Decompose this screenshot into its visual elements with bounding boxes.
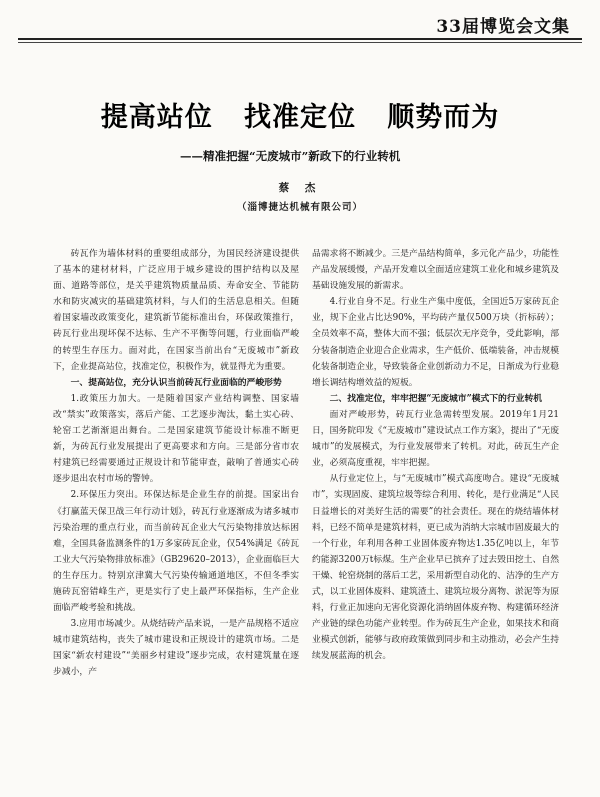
paragraph-market-continued: 品需求将不断减少。三是产品结构简单，多元化产品少，功能性产品发展缓慢，产品开发难以全面适应建筑工业化和城乡建筑及基础设施发展的新需求。 [312,249,559,292]
section-heading-1: 一、提高站位，充分认识当前砖瓦行业面临的严峻形势 [70,377,282,388]
section-heading-2: 二、找准定位，牢牢把握“无废城市”模式下的行业转机 [329,393,543,404]
paragraph-industry-shortcomings: 4.行业自身不足。行业生产集中度低，全国近5万家砖瓦企业，规下企业占比达90%，平均砖产量仅500万块（折标砖）；全员效率不高，整体大而不强；低层次无序竞争，受此影响，部分装备制造企业迎合企业需求，生产低价、低端装备，冲击规模化装备制造企业，导致装备企业创新动力不足，日渐成为行业稳增长调结构增效益的短板。 [312,297,559,388]
right-column [312,246,559,664]
header-rule-thick [18,38,582,40]
paragraph-market-decrease: 3.应用市场减少。从烧结砖产品来说，一是产品规格不适应城市建筑结构，丧失了城市建设和正规设计的建筑市场。二是国家“新农村建设”“美丽乡村建设”逐步完成，农村建筑量在逐步减小，产 [53,619,299,678]
article-title: 提高站位 找准定位 顺势而为 [100,102,500,133]
paragraph-opportunity: 面对严峻形势，砖瓦行业急需转型发展。2019年1月21日，国务院印发《“无废城市”建设试点工作方案》，提出了“无废城市”的发展模式，为行业发展带来了转机。对此，砖瓦生产企业，必须高度重视，牢牢把握。 [312,409,559,469]
left-column [53,246,299,681]
header-rule-thin [18,42,582,43]
paragraph-environment-pressure: 2.环保压力突出。环保达标是企业生存的前提。国家出台《打赢蓝天保卫战三年行动计划》，砖瓦行业逐渐成为诸多城市污染治理的重点行业，而当前砖瓦企业大气污染物排放达标困难，全国具备监测条件的1万多家砖瓦企业，仅54%满足《砖瓦工业大气污染物排放标准》（GB29620–2013），企业面临巨大的生存压力。特别京津冀大气污染传输通道地区，不但冬季实施砖瓦窑错峰生产，更是实行了史上最严环保指标，生产企业面临严峻考验和挑战。 [53,490,299,614]
author-name: 蔡 杰 [278,182,322,194]
publication-header: 33届博览会文集 [436,17,570,37]
article-subtitle: ——精准把握“无废城市”新政下的行业转机 [180,149,401,163]
paragraph-intro: 砖瓦作为墙体材料的重要组成部分，为国民经济建设提供了基本的建材材料，广泛应用于城乡建设的围护结构以及屋面、道路等部位，是关乎建筑物质量品质、寿命安全、节能防水和防灾减灾的基础建筑材料，与人们的生活息息相关。但随着国家墙改政策变化，建筑新节能标准出台，环保政策推行，砖瓦行业出现坏保不达标、生产不平衡等问题，行业面临严峻的转型生存压力。面对此，在国家当前出台“无废城市”新政下，企业提高站位，找准定位，积极作为，就显得尤为重要。 [53,249,299,372]
paragraph-positioning: 从行业定位上，与“无废城市”模式高度吻合。建设“无废城市”，实现固废、建筑垃圾等综合利用、转化，是行业满足“人民日益增长的对美好生活的需要”的社会责任。现在的烧结墙体材料，已经不简单是建筑材料，更已成为消纳大宗城市固废最大的一个行业，年利用各种工业固体废弃物达1.35亿吨以上，年节约能源3200万t标煤。生产企业早已摈弃了过去毁田挖土、自然干燥、轮窑烧制的落后工艺，采用新型自动化的、洁净的生产方式，以工业固体废料、建筑渣土、建筑垃圾分离物、淤泥等为原料，行业正加速向无害化资源化消纳固体废弃物、构建循环经济产业链的绿色功能产业转型。作为砖瓦生产企业，如果技术和商业模式创新，能够与政府政策做到同步和主动推动，必会产生持续发展蓝海的机会。 [312,474,559,662]
paragraph-policy-pressure: 1.政策压力加大。一是随着国家产业结构调整、国家墙改“禁实”政策落实，落后产能、工艺逐步淘汰，黏土实心砖、轮窑工艺渐渐退出舞台。二是国家建筑节能设计标准不断更新，为砖瓦行业发展提出了更高要求和方向。三是部分省市农村建筑已经需要通过正规设计和节能审查，敲响了普通实心砖逐步退出农村市场的警钟。 [53,393,299,485]
author-affiliation: （淄博捷达机械有限公司） [236,202,363,213]
